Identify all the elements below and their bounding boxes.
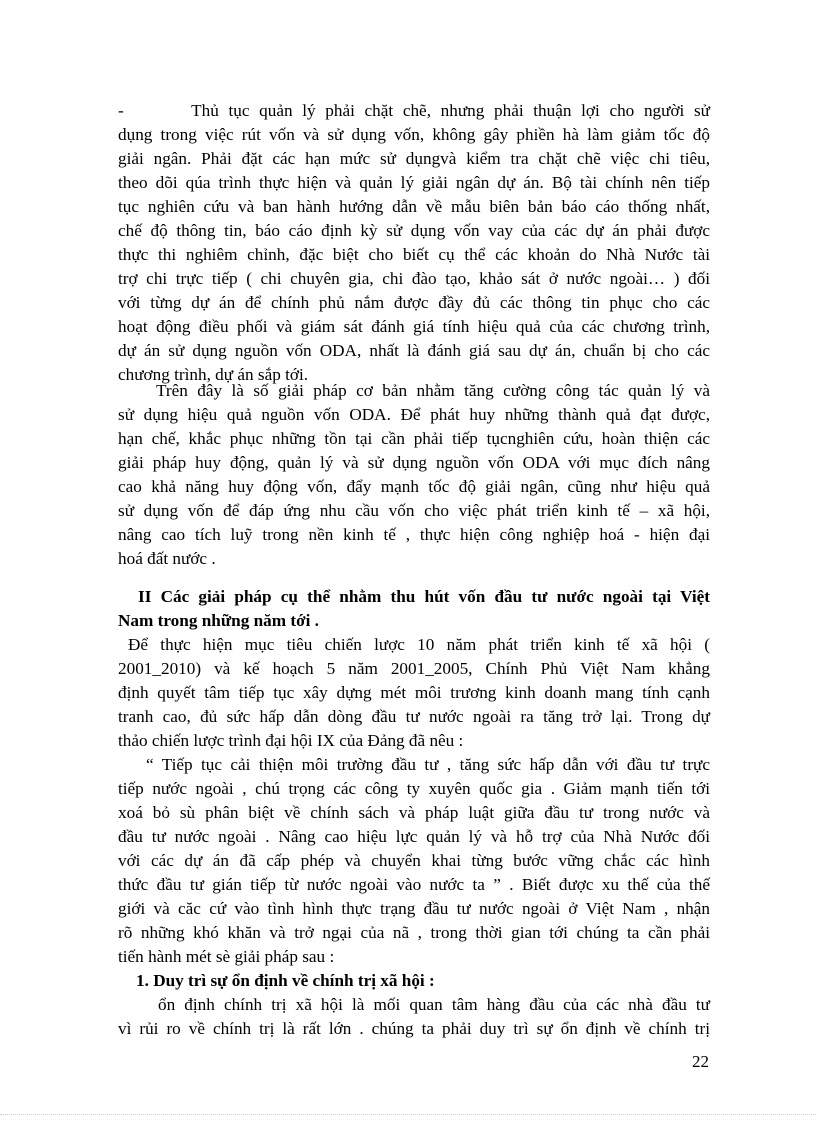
text-line: cao khả năng huy động vốn, đẩy mạnh tốc độ giải ngân, cũng như hiệu quả: [118, 477, 710, 496]
text-line: tục nghiên cứu và ban hành hướng dẫn về mẫu biên bản báo cáo thống nhất,: [118, 197, 710, 216]
text-line: giải ngân. Phải đặt các hạn mức sử dụngvà kiểm tra chặt chẽ việc chi tiêu,: [118, 149, 710, 168]
text-line: sử dụng vốn để đáp ứng nhu cầu vốn cho việc phát triển kinh tế – xã hội,: [118, 501, 710, 520]
subheading: 1. Duy trì sự ổn định về chính trị xã hội :: [136, 971, 435, 990]
text-line: Để thực hiện mục tiêu chiến lược 10 năm phát triển kinh tế xã hội (: [128, 635, 710, 654]
text-line: sử dụng hiệu quả nguồn vốn ODA. Để phát huy những thành quả đạt được,: [118, 405, 710, 424]
text-line: hoạt động điều phối và giám sát đánh giá tính hiệu quả của các chương trình,: [118, 317, 710, 336]
text-line: thức đầu tư gián tiếp từ nước ngoài vào nước ta ” . Biết được xu thế của thế: [118, 875, 710, 894]
page-edge-divider: [0, 1114, 816, 1115]
text-line: ổn định chính trị xã hội là mối quan tâm hàng đầu của các nhà đầu tư: [158, 995, 710, 1014]
text-line: dự án sử dụng nguồn vốn ODA, nhất là đánh giá sau dự án, chuẩn bị cho các: [118, 341, 710, 360]
text-line: với các dự án đã cấp phép và chuyển khai từng bước vững chắc các hình: [118, 851, 710, 870]
text-line: thảo chiến lược trình đại hội IX của Đảng đã nêu :: [118, 731, 464, 750]
text-line: rõ những khó khăn và trở ngại của nã , trong thời gian tới chúng ta cần phải: [118, 923, 710, 942]
text-line: - Thủ tục quản lý phải chặt chẽ, nhưng phải thuận lợi cho người sử: [118, 101, 710, 120]
text-line: vì rủi ro về chính trị là rất lớn . chúng ta phải duy trì sự ổn định về chính trị: [118, 1019, 710, 1038]
text-line: trợ chi trực tiếp ( chi chuyên gia, chi đào tạo, khảo sát ở nước ngoài… ) đối: [118, 269, 710, 288]
text-line: 2001_2010) và kế hoạch 5 năm 2001_2005, Chính Phủ Việt Nam khẳng: [118, 659, 710, 678]
text-line: giới và căc cứ vào tình hình thực trạng đầu tư nước ngoài ở Việt Nam , nhận: [118, 899, 710, 918]
text-line: thực thi nghiêm chỉnh, đặc biệt cho biết cụ thể các khoản do Nhà Nước tài: [118, 245, 710, 264]
text-line: giải pháp huy động, quản lý và sử dụng nguồn vốn ODA với mục đích nâng: [118, 453, 710, 472]
text-line: tiến hành mét sè giải pháp sau :: [118, 947, 335, 966]
section-heading-line: II Các giải pháp cụ thể nhằm thu hút vốn đầu tư nước ngoài tại Việt: [138, 587, 710, 606]
text-line: tranh cao, đủ sức hấp dẫn dòng đầu tư nước ngoài ra tăng trở lại. Trong dự: [118, 707, 710, 726]
text-line: “ Tiếp tục cải thiện môi trường đầu tư , tăng sức hấp dẫn với đầu tư trực: [146, 755, 710, 774]
text-line: hoá đất nước .: [118, 549, 216, 568]
page-number: 22: [692, 1052, 709, 1071]
text-line: đầu tư nước ngoài . Nâng cao hiệu lực quản lý và hỗ trợ của Nhà Nước đối: [118, 827, 710, 846]
text-line: định quyết tâm tiếp tục xây dựng mét môi trương kinh doanh mang tính cạnh: [118, 683, 710, 702]
text-line: với từng dự án để chính phủ nắm được đầy đủ các thông tin phục cho các: [118, 293, 710, 312]
text-line: dụng trong việc rút vốn và sử dụng vốn, không gây phiền hà làm giảm tốc độ: [118, 125, 710, 144]
text-line: chương trình, dự án sắp tới.: [118, 365, 309, 384]
text-line: xoá bỏ sù phân biệt về chính sách và pháp luật giữa đầu tư trong nước và: [118, 803, 710, 822]
text-line: hạn chế, khắc phục những tồn tại cần phải tiếp tụcnghiên cứu, hoàn thiện các: [118, 429, 710, 448]
text-line: chế độ thông tin, báo cáo định kỳ sử dụng vốn vay của các dự án phải được: [118, 221, 710, 240]
section-heading-line: Nam trong những năm tới .: [118, 611, 319, 630]
text-line: tiếp nước ngoài , chú trọng các công ty xuyên quốc gia . Giảm mạnh tiến tới: [118, 779, 710, 798]
text-line: nâng cao tích luỹ trong nền kinh tế , thực hiện công nghiệp hoá - hiện đại: [118, 525, 710, 544]
text-line: theo dõi qúa trình thực hiện và quản lý giải ngân dự án. Bộ tài chính nên tiếp: [118, 173, 710, 192]
text-line: Trên đây là số giải pháp cơ bản nhằm tăng cường công tác quản lý và: [156, 381, 710, 400]
